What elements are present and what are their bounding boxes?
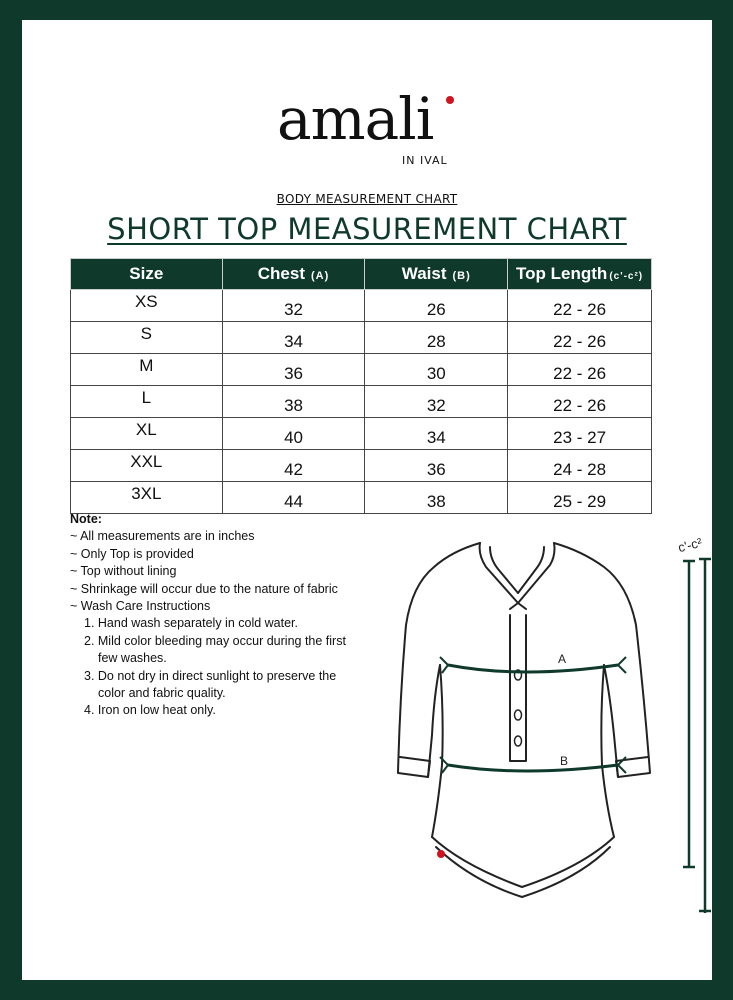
length-marker: (c'-c²)	[609, 271, 644, 282]
length-cell: 22 - 26	[508, 322, 652, 354]
note-item: ~ Wash Care Instructions	[70, 598, 390, 615]
length-cell: 25 - 29	[508, 482, 652, 514]
page-title: SHORT TOP MEASUREMENT CHART	[107, 212, 627, 246]
length-cell: 22 - 26	[508, 290, 652, 322]
chest-cell: 44	[222, 482, 365, 514]
chest-cell: 38	[222, 386, 365, 418]
wash-instruction: 3. Do not dry in direct sunlight to preserve the	[84, 668, 337, 683]
chest-cell: 40	[222, 418, 365, 450]
chest-cell: 34	[222, 322, 365, 354]
waist-cell: 36	[365, 450, 508, 482]
chest-marker-label: A	[558, 652, 567, 666]
table-row	[71, 482, 652, 514]
table-row	[71, 450, 652, 482]
wash-instruction: 2. Mild color bleeding may occur during the first	[84, 633, 346, 648]
waist-cell: 38	[365, 482, 508, 514]
header-top-length: Top Length (c'-c²)	[508, 259, 652, 290]
header-size: Size	[71, 259, 223, 290]
size-cell: XS	[71, 290, 223, 322]
chest-cell: 42	[222, 450, 365, 482]
table-row	[71, 354, 652, 386]
logo-tagline: IN IVAL	[402, 154, 448, 167]
measurement-sheet	[22, 20, 712, 980]
waist-cell: 32	[365, 386, 508, 418]
table-row	[71, 418, 652, 450]
accent-dot	[437, 850, 445, 858]
note-item: ~ Top without lining	[70, 563, 390, 580]
length-cell: 23 - 27	[508, 418, 652, 450]
chest-cell: 36	[222, 354, 365, 386]
waist-marker-label: B	[560, 754, 569, 768]
left-sleeve-outline	[398, 543, 480, 777]
waist-measure-line	[440, 757, 626, 773]
logo-dot	[446, 96, 454, 104]
length-cell: 22 - 26	[508, 386, 652, 418]
chest-cell: 32	[222, 290, 365, 322]
table-header-row	[71, 259, 652, 290]
size-cell: S	[71, 322, 223, 354]
table-row	[71, 322, 652, 354]
wash-instruction: 4. Iron on low heat only.	[84, 703, 216, 718]
sub-heading: BODY MEASUREMENT CHART	[276, 192, 458, 206]
header-chest: Chest (A)	[222, 259, 365, 290]
size-cell: XL	[71, 418, 223, 450]
length-measure-lines	[683, 559, 711, 913]
logo-wordmark: amali	[277, 85, 434, 153]
size-cell: M	[71, 354, 223, 386]
chest-measure-line	[440, 657, 626, 673]
waist-marker: (B)	[452, 270, 471, 282]
wash-instruction-cont: few washes.	[98, 651, 167, 666]
notes-title: Note:	[70, 512, 102, 526]
size-cell: 3XL	[71, 482, 223, 514]
table-row	[71, 386, 652, 418]
note-item: ~ Only Top is provided	[70, 546, 390, 563]
care-notes	[70, 511, 390, 720]
length-cell: 24 - 28	[508, 450, 652, 482]
wash-instruction: 1. Hand wash separately in cold water.	[84, 616, 299, 631]
waist-cell: 28	[365, 322, 508, 354]
hem-outline	[432, 837, 614, 887]
size-chart-table	[70, 258, 652, 514]
buttons	[515, 670, 522, 746]
note-item: ~ All measurements are in inches	[70, 528, 390, 545]
waist-cell: 34	[365, 418, 508, 450]
garment-illustration	[382, 515, 712, 915]
waist-cell: 30	[365, 354, 508, 386]
waist-cell: 26	[365, 290, 508, 322]
header-waist: Waist (B)	[365, 259, 508, 290]
length-cell: 22 - 26	[508, 354, 652, 386]
table-row	[71, 290, 652, 322]
wash-instruction-cont: color and fabric quality.	[98, 686, 226, 701]
size-cell: L	[71, 386, 223, 418]
chest-marker: (A)	[311, 270, 330, 282]
length-marker-label: c'-c²	[676, 534, 704, 556]
size-cell: XXL	[71, 450, 223, 482]
note-item: ~ Shrinkage will occur due to the nature of fabric	[70, 581, 390, 598]
